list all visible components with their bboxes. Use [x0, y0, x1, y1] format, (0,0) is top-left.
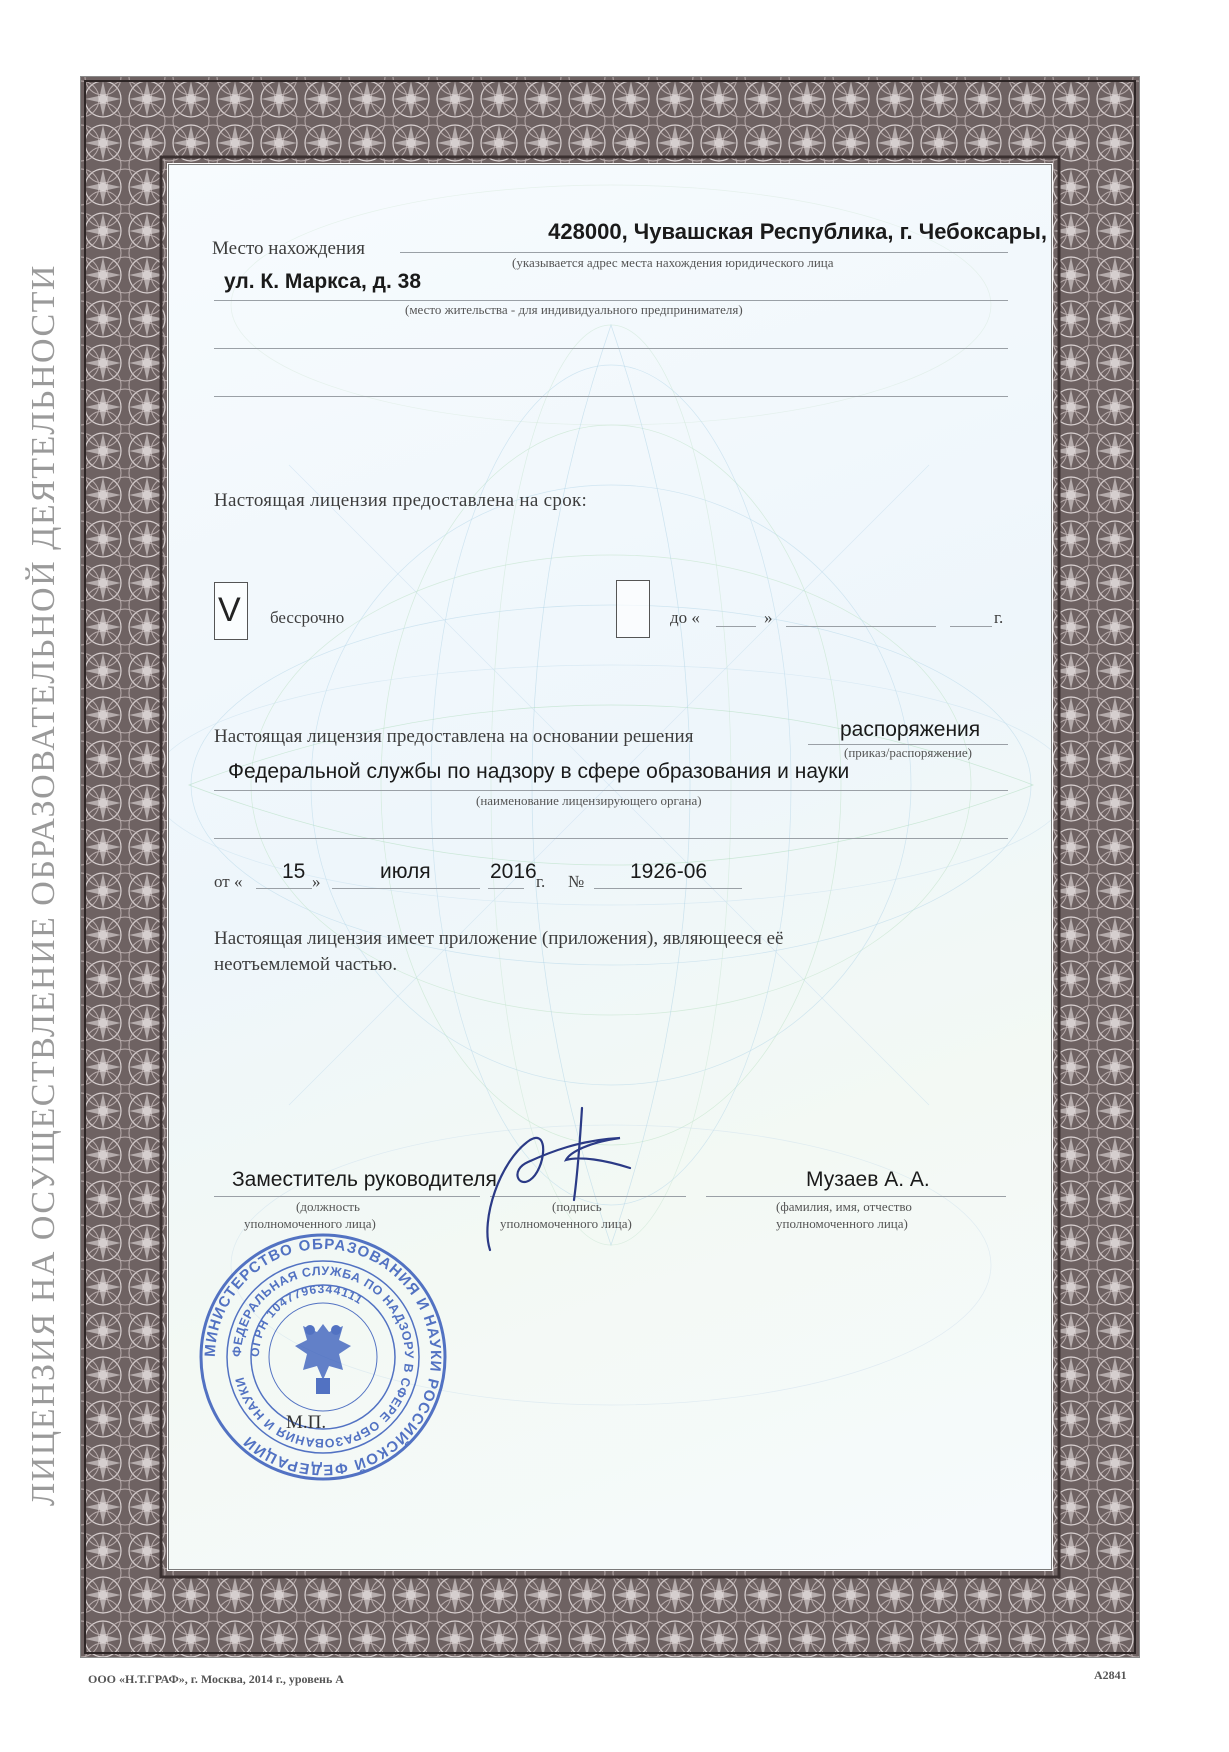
authority-value: Федеральной службы по надзору в сфере образования и науки [228, 760, 850, 783]
name-hint-2: уполномоченного лица) [776, 1216, 908, 1231]
date-year-line [488, 888, 524, 889]
date-day-value: 15 [282, 860, 306, 883]
date-year-value: 2016 [490, 860, 537, 883]
unlimited-checkbox[interactable] [214, 582, 248, 640]
until-day-line [716, 626, 756, 627]
seal-ogrn-text: ОГРН 1047796344111 [247, 1281, 366, 1358]
annex-text-line2: неотъемлемой частью. [214, 954, 398, 975]
until-year-line [950, 626, 992, 627]
position-hint-2: уполномоченного лица) [244, 1216, 376, 1231]
number-value: 1926-06 [630, 860, 708, 883]
footer-form-code: А2841 [1094, 1668, 1127, 1682]
decision-type-value: распоряжения [840, 718, 981, 741]
date-day-close: » [312, 872, 321, 891]
handwritten-signature [470, 1100, 670, 1260]
number-line [594, 888, 742, 889]
authority-line-1 [214, 790, 1008, 791]
footer-printer: ООО «Н.Т.ГРАФ», г. Москва, 2014 г., уровень А [88, 1672, 344, 1686]
term-label: Настоящая лицензия предоставлена на срок: [214, 490, 588, 511]
basis-label: Настоящая лицензия предоставлена на основании решения [214, 726, 694, 747]
address-line-1 [400, 252, 1008, 253]
signatory-name: Музаев А. А. [806, 1168, 930, 1191]
until-label: до « [670, 608, 700, 627]
seal-outer-text: МИНИСТЕРСТВО ОБРАЗОВАНИЯ И НАУКИ РОССИЙСКОЙ ФЕДЕРАЦИИ [201, 1235, 445, 1479]
check-mark: V [218, 591, 241, 629]
annex-text-line1: Настоящая лицензия имеет приложение (приложения), являющееся её [214, 928, 784, 949]
stamp-place-label: М.П. [286, 1412, 327, 1433]
address-line-2 [214, 300, 1008, 301]
date-month-line [332, 888, 480, 889]
signature-hint-2: уполномоченного лица) [500, 1216, 632, 1231]
address-hint-2: (место жительства - для индивидуального предпринимателя) [405, 302, 743, 317]
name-line [706, 1196, 1006, 1197]
name-hint-1: (фамилия, имя, отчество [776, 1199, 912, 1214]
authority-hint: (наименование лицензирующего органа) [476, 793, 702, 808]
side-title: ЛИЦЕНЗИЯ НА ОСУЩЕСТВЛЕНИЕ ОБРАЗОВАТЕЛЬНОЙ ДЕЯТЕЛЬНОСТИ [25, 264, 62, 1506]
address-hint-1: (указывается адрес места нахождения юридического лица [512, 255, 834, 270]
signatory-position: Заместитель руководителя [232, 1168, 497, 1191]
until-month-line [786, 626, 936, 627]
seal-inner-text: ФЕДЕРАЛЬНАЯ СЛУЖБА ПО НАДЗОРУ В СФЕРЕ ОБРАЗОВАНИЯ И НАУКИ [229, 1263, 417, 1451]
address-line-3 [214, 348, 1008, 349]
date-from-label: от « [214, 872, 243, 891]
double-headed-eagle-icon [295, 1324, 351, 1394]
position-line [214, 1196, 480, 1197]
number-label: № [568, 872, 585, 891]
date-day-line [256, 888, 312, 889]
authority-line-2 [214, 838, 1008, 839]
decision-type-hint: (приказ/распоряжение) [844, 745, 972, 760]
date-month-value: июля [380, 860, 431, 883]
address-line-4 [214, 396, 1008, 397]
official-seal [198, 1232, 448, 1482]
address-value-line1: 428000, Чувашская Республика, г. Чебоксары, [548, 219, 1047, 244]
unlimited-label: бессрочно [270, 608, 345, 627]
address-value-line2: ул. К. Маркса, д. 38 [224, 270, 422, 293]
signature-hint-1: (подпись [552, 1199, 602, 1214]
date-year-suffix: г. [536, 872, 546, 891]
until-close-quote: » [764, 608, 773, 627]
address-label: Место нахождения [212, 238, 365, 259]
until-year-suffix: г. [994, 608, 1004, 627]
until-checkbox[interactable] [616, 580, 650, 638]
position-hint-1: (должность [296, 1199, 360, 1214]
